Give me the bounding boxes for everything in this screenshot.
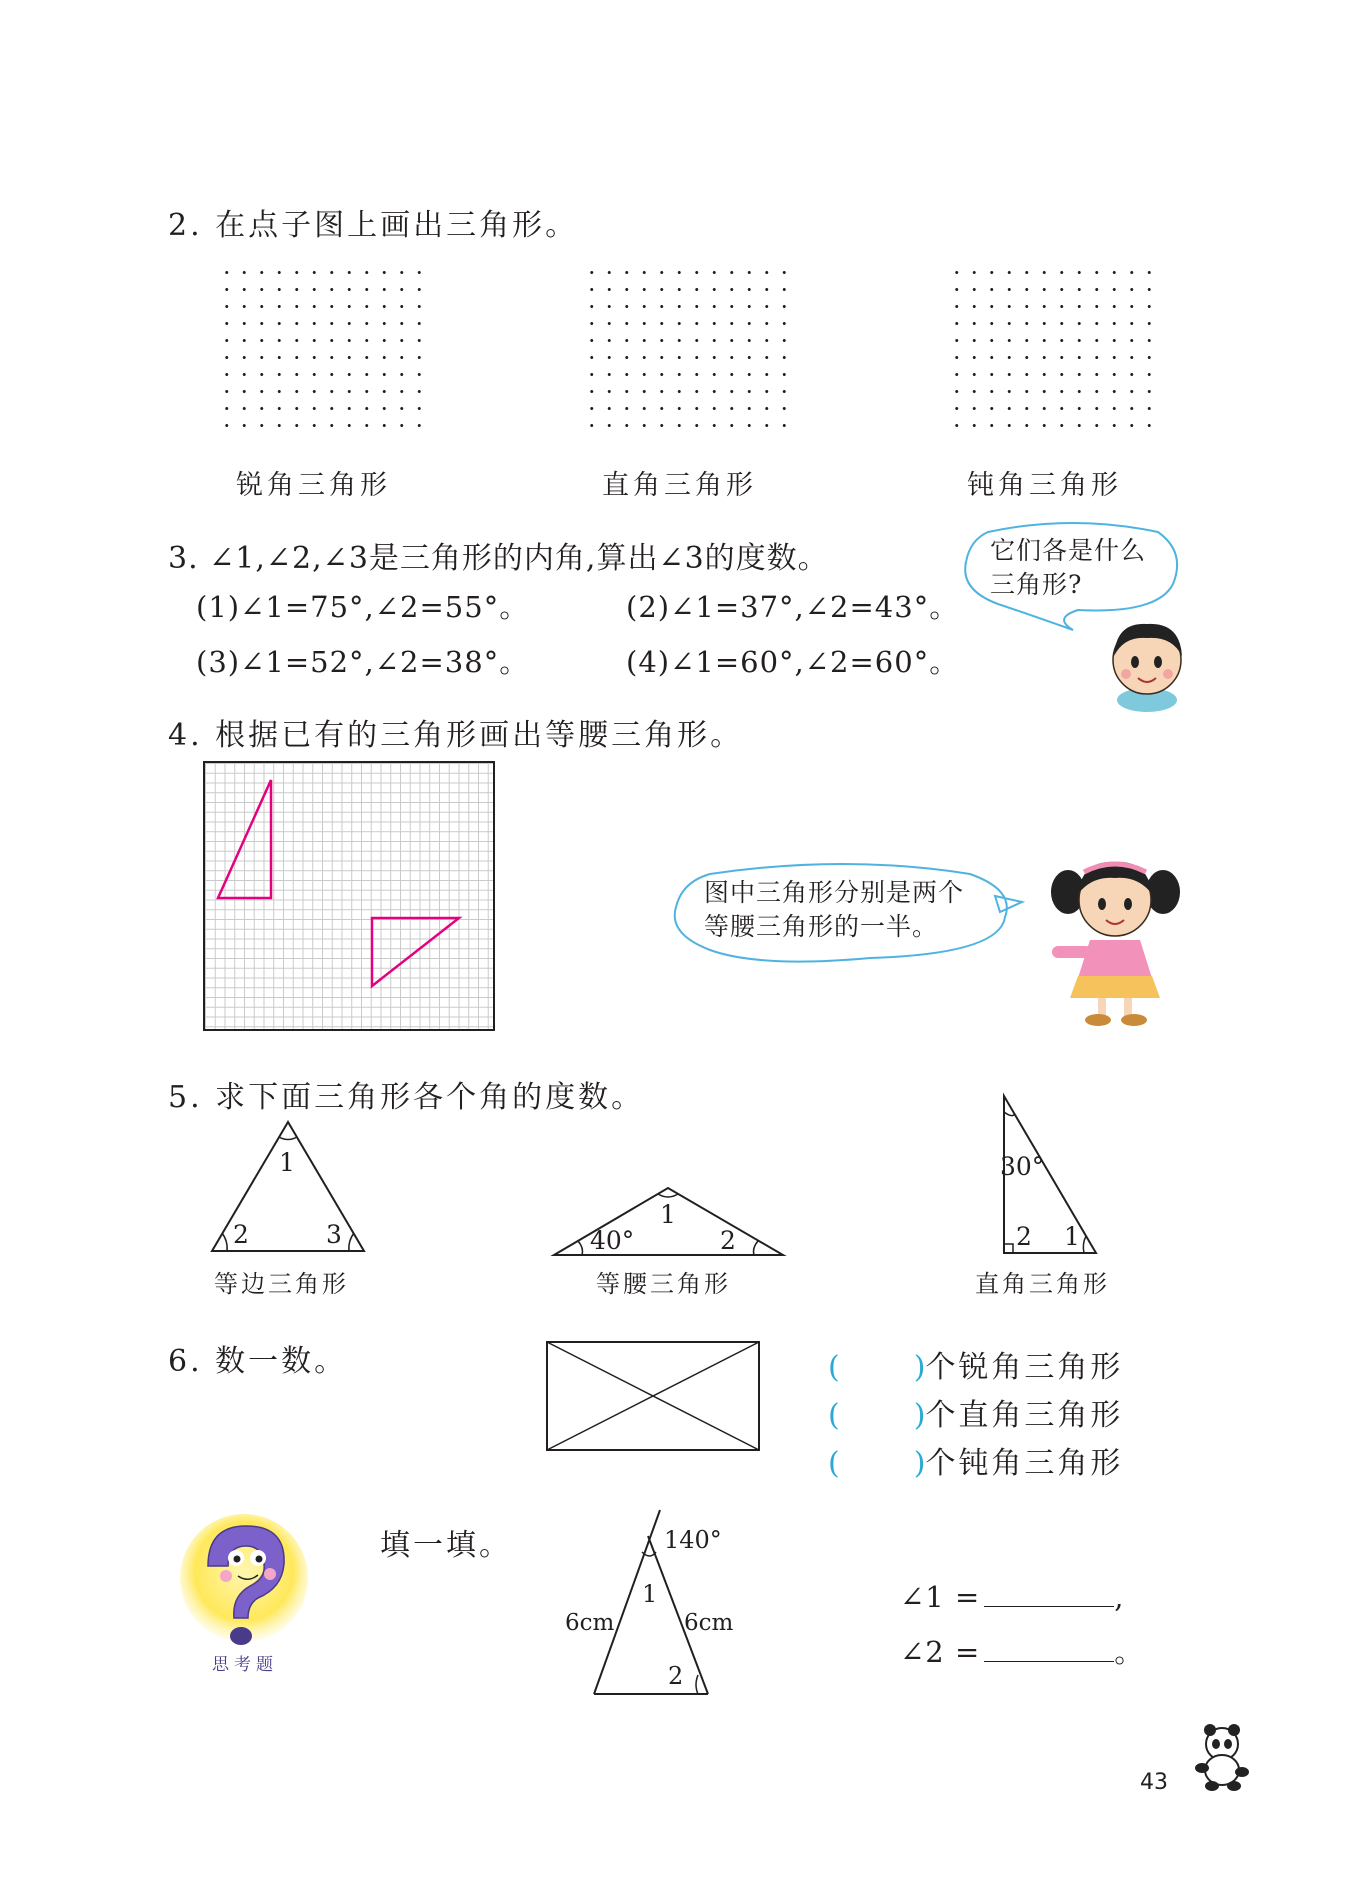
paren-open: ( xyxy=(828,1446,840,1481)
think-given-angle: 140° xyxy=(664,1526,722,1554)
think-side-right: 6cm xyxy=(684,1610,734,1636)
answer-angle1-label: ∠1 = xyxy=(900,1580,981,1614)
bubble-girl-line1: 图中三角形分别是两个 xyxy=(704,878,965,907)
label-right-triangle: 直角三角形 xyxy=(602,470,757,501)
q3-item-3: (3)∠1=52°,∠2=38°。 xyxy=(196,645,530,679)
think-side-left: 6cm xyxy=(565,1610,615,1636)
q6-title: 6. 数一数。 xyxy=(168,1344,348,1379)
q3-item-1: (1)∠1=75°,∠2=55°。 xyxy=(196,590,530,624)
think-angle1: 1 xyxy=(642,1580,658,1608)
label-obtuse-triangle: 钝角三角形 xyxy=(967,470,1122,501)
paren-open: ( xyxy=(828,1398,840,1433)
answer-angle2-end: 。 xyxy=(1114,1635,1145,1669)
panda-icon xyxy=(1186,1720,1256,1795)
t1-angle1: 1 xyxy=(279,1148,295,1177)
think-badge: 思考题 xyxy=(212,1655,278,1675)
t1-caption: 等边三角形 xyxy=(214,1270,349,1298)
t1-angle3: 3 xyxy=(326,1220,342,1249)
answer-right-label: 个直角三角形 xyxy=(925,1398,1124,1433)
page-number: 43 xyxy=(1140,1770,1168,1795)
q3-title: 3. ∠1,∠2,∠3是三角形的内角,算出∠3的度数。 xyxy=(168,541,829,576)
answer-angle1-end: , xyxy=(1114,1580,1125,1614)
paren-close: ) xyxy=(913,1398,926,1433)
t3-caption: 直角三角形 xyxy=(975,1270,1110,1298)
t1-angle2: 2 xyxy=(233,1220,249,1249)
label-acute-triangle: 锐角三角形 xyxy=(236,470,391,501)
bubble-boy-line2: 三角形? xyxy=(990,570,1083,599)
paren-close: ) xyxy=(913,1350,926,1385)
q2-title: 2. 在点子图上画出三角形。 xyxy=(168,208,579,243)
answer-angle1-blank[interactable] xyxy=(984,1582,1114,1607)
answer-angle2-blank[interactable] xyxy=(984,1637,1114,1662)
q4-title: 4. 根据已有的三角形画出等腰三角形。 xyxy=(168,718,744,753)
paren-open: ( xyxy=(828,1350,840,1385)
t2-given: 40° xyxy=(590,1226,635,1255)
think-angle2: 2 xyxy=(668,1662,684,1690)
t3-given: 30° xyxy=(1000,1152,1045,1181)
paren-close: ) xyxy=(913,1446,926,1481)
q3-item-2: (2)∠1=37°,∠2=43°。 xyxy=(626,590,960,624)
q3-item-4: (4)∠1=60°,∠2=60°。 xyxy=(626,645,960,679)
t3-angle1: 1 xyxy=(1064,1222,1080,1251)
t2-caption: 等腰三角形 xyxy=(596,1270,731,1298)
answer-obtuse-label: 个钝角三角形 xyxy=(925,1446,1124,1481)
answer-angle2[interactable] xyxy=(900,1630,1144,1671)
t2-angle2: 2 xyxy=(720,1226,736,1255)
think-title: 填一填。 xyxy=(380,1528,512,1563)
t2-angle1: 1 xyxy=(660,1200,676,1229)
bubble-girl-line2: 等腰三角形的一半。 xyxy=(704,912,939,941)
t3-angle2: 2 xyxy=(1016,1222,1032,1251)
bubble-boy-line1: 它们各是什么 xyxy=(990,536,1147,565)
q5-title: 5. 求下面三角形各个角的度数。 xyxy=(168,1080,645,1115)
answer-angle1[interactable] xyxy=(900,1580,1125,1614)
answer-angle2-label: ∠2 = xyxy=(900,1635,981,1669)
answer-acute-label: 个锐角三角形 xyxy=(925,1350,1124,1385)
